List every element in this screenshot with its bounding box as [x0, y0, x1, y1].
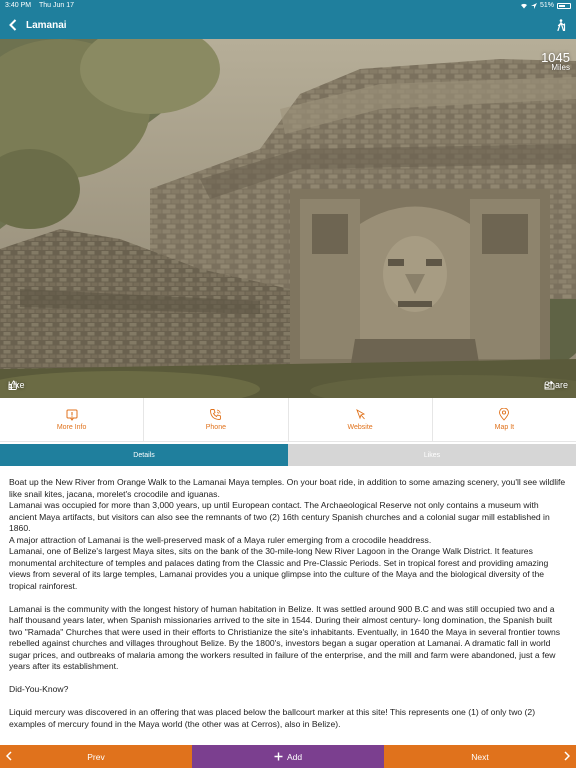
status-date: Thu Jun 17 — [39, 2, 75, 9]
battery-percent: 51% — [539, 2, 554, 9]
page-title: Lamanai — [26, 19, 67, 31]
chevron-left-icon — [6, 751, 12, 761]
paragraph-overview: Lamanai, one of Belize's largest Maya sites, sits on the bank of the 30-mile-long New River Lagoon in the Orange Walk District. It features monumental architecture of temples and palaces dating from the Classic and Pre-Classic Periods. Set in tropical forest and providing amazing views from several of its large temples, Lamanai provides you a unique glimpse into the culture of the Maya and the biological diversity of the tropical rainforest. — [9, 546, 549, 591]
map-it-button[interactable] — [433, 398, 576, 441]
next-button[interactable] — [384, 745, 576, 768]
thumbs-up-icon — [8, 380, 18, 390]
paragraph-history: Lamanai was occupied for more than 3,000 years, up until European contact. The Archaeological Reserve not only contains a museum with ancient Maya artifacts, but visitors can also see the remnants of two (2) 16th century Spanish churches and a colonial sugar mill established in 1860. — [9, 500, 550, 533]
like-button[interactable] — [8, 380, 25, 390]
more-info-button[interactable] — [0, 398, 144, 441]
distance-unit: Miles — [551, 63, 570, 72]
paragraph-intro: Boat up the New River from Orange Walk to the Lamanai Maya temples. On your boat ride, in addition to some amazing scenery, you'll see wildlife like snail kites, jacana, morelet's crocodile and iguanas. — [9, 477, 566, 499]
paragraph-did-you-know-heading: Did-You-Know? — [9, 684, 69, 694]
location-icon — [531, 3, 537, 9]
paragraph-mercury: Liquid mercury was discovered in an offering that was placed below the ballcourt marker at this site! This represents one (1) of only two (2) examples of mercury found in the Maya world (the other was at Cerros), also in Belize). — [9, 707, 536, 729]
phone-icon — [209, 408, 222, 421]
paragraph-attraction: A major attraction of Lamanai is the well-preserved mask of a Maya ruler emerging from a crocodile headdress. — [9, 534, 432, 545]
share-button[interactable] — [544, 380, 568, 390]
chevron-right-icon — [564, 751, 570, 761]
paragraph-community: Lamanai is the community with the longest history of human habitation in Belize. It was settled around 900 B.C and was still occupied two and a half thousand years later, when Spanish missionaries arrived to the site in 1544. During their almost century- long domination, the Spanish built two "Ramada" Churches that were used in their efforts to Christianize the site's inhabitants. Eventually, in 1640 the Maya in several frontier towns rebelled against churches and villages throughout Belize. By the 1800's, investors began a sugar operation at Lamanai. A dramatic fall in world sugar prices, and outbreaks of malaria among the workers resulted in failure of the enterprise, and the mill and farm were abandoned, just a few years after its establishment. — [9, 603, 561, 671]
action-row — [0, 398, 576, 442]
phone-label: Phone — [205, 424, 226, 431]
spacer — [9, 673, 567, 685]
share-icon — [544, 380, 555, 390]
more-info-label: More Info — [56, 423, 87, 431]
website-label: Website — [347, 424, 373, 431]
spacer — [9, 592, 567, 604]
distance-readout — [541, 50, 570, 72]
status-right — [520, 0, 571, 11]
temple-photo — [0, 39, 576, 398]
tab-likes[interactable]: Likes — [288, 444, 576, 466]
website-icon — [354, 408, 367, 421]
back-button[interactable] — [0, 11, 26, 39]
map-pin-icon — [498, 408, 510, 421]
add-label: Add — [286, 751, 303, 762]
distance-value: 1045 — [541, 50, 570, 65]
wifi-icon — [520, 2, 528, 9]
status-bar — [0, 0, 576, 11]
prev-button[interactable] — [0, 745, 192, 768]
plus-icon — [274, 752, 283, 761]
tab-bar — [0, 444, 576, 466]
battery-icon — [557, 3, 571, 9]
prev-label: Prev — [87, 751, 105, 762]
app-header — [0, 11, 576, 39]
info-icon — [66, 409, 78, 421]
phone-button[interactable] — [144, 398, 288, 441]
add-button[interactable] — [192, 745, 384, 768]
share-label: Share — [543, 380, 568, 390]
map-it-label: Map It — [494, 424, 515, 431]
like-label: Like — [8, 380, 25, 390]
spacer — [9, 696, 567, 708]
hero-image — [0, 39, 576, 398]
next-label: Next — [471, 751, 489, 762]
hiker-icon — [556, 19, 566, 31]
website-button[interactable] — [289, 398, 433, 441]
tab-details[interactable]: Details — [0, 444, 288, 466]
details-content — [9, 477, 567, 745]
hiker-button[interactable] — [546, 11, 576, 39]
status-time: 3:40 PM — [5, 2, 32, 9]
chevron-left-icon — [9, 19, 17, 31]
bottom-bar — [0, 745, 576, 768]
